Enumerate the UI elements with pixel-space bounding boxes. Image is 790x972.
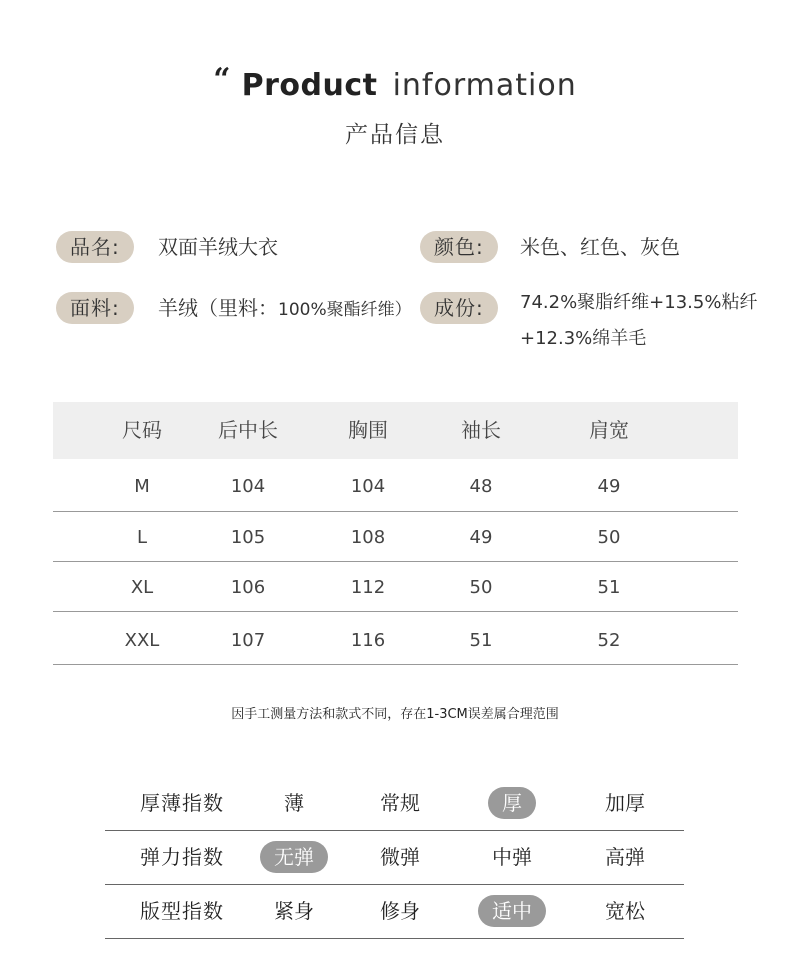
elasticity-index-row <box>105 831 684 885</box>
index-option: 宽松 <box>605 899 645 923</box>
table-cell: 49 <box>597 476 621 497</box>
fit-index-row <box>105 885 684 939</box>
fabric-value-lining: 100%聚酯纤维） <box>278 300 412 320</box>
title-light-text: information <box>392 68 577 103</box>
table-row <box>53 512 738 562</box>
table-cell: 104 <box>350 476 386 497</box>
elasticity-index-label: 弹力指数 <box>140 845 224 869</box>
table-cell: 116 <box>350 630 386 651</box>
page-title <box>0 62 790 106</box>
fit-index-label: 版型指数 <box>140 899 224 923</box>
table-cell: L <box>136 527 148 548</box>
quote-mark-icon: “ <box>213 62 231 97</box>
index-option: 修身 <box>380 899 420 923</box>
table-cell: 107 <box>230 630 266 651</box>
index-option: 紧身 <box>274 899 314 923</box>
index-table <box>105 777 684 939</box>
measurement-note: 因手工测量方法和款式不同，存在1-3CM误差属合理范围 <box>231 707 559 722</box>
table-cell: 52 <box>597 630 621 651</box>
size-table-header <box>53 402 738 459</box>
table-cell: 50 <box>469 577 493 598</box>
composition-label: 成份: <box>420 292 498 324</box>
table-row <box>53 612 738 665</box>
table-cell: 51 <box>597 577 621 598</box>
index-option: 高弹 <box>605 845 645 869</box>
table-cell: 112 <box>350 577 386 598</box>
table-cell: 51 <box>469 630 493 651</box>
table-cell: 108 <box>350 527 386 548</box>
thickness-index-label: 厚薄指数 <box>140 791 224 815</box>
table-row <box>53 562 738 612</box>
index-option: 常规 <box>380 791 420 815</box>
name-value: 双面羊绒大衣 <box>158 235 278 259</box>
header-cell-back-length: 后中长 <box>218 418 278 442</box>
fabric-label: 面料: <box>56 292 134 324</box>
index-option-selected: 无弹 <box>260 841 328 873</box>
table-cell: 104 <box>230 476 266 497</box>
index-option: 薄 <box>284 791 304 815</box>
thickness-index-row <box>105 777 684 831</box>
composition-line-1: 74.2%聚脂纤维+13.5%粘纤 <box>520 292 758 313</box>
table-row <box>53 459 738 512</box>
index-option-selected: 适中 <box>478 895 546 927</box>
header-cell-size: 尺码 <box>122 418 162 442</box>
table-cell: XL <box>130 577 154 598</box>
size-table <box>53 402 738 665</box>
table-cell: 105 <box>230 527 266 548</box>
index-option: 微弹 <box>380 845 420 869</box>
title-bold-text: Product <box>241 68 378 103</box>
table-cell: 49 <box>469 527 493 548</box>
header-cell-bust: 胸围 <box>348 418 388 442</box>
index-option-selected: 厚 <box>488 787 536 819</box>
table-cell: XXL <box>124 630 160 651</box>
color-value: 米色、红色、灰色 <box>520 235 680 259</box>
index-option: 中弹 <box>492 845 532 869</box>
table-cell: M <box>134 476 150 497</box>
table-cell: 48 <box>469 476 493 497</box>
composition-line-2: +12.3%绵羊毛 <box>520 328 647 349</box>
fabric-value <box>158 292 412 326</box>
index-option: 加厚 <box>605 791 645 815</box>
header-cell-shoulder: 肩宽 <box>589 418 629 442</box>
fabric-value-main: 羊绒（里料： <box>158 296 278 320</box>
page-subtitle: 产品信息 <box>345 122 445 148</box>
name-label: 品名: <box>56 231 134 263</box>
header-cell-sleeve: 袖长 <box>461 418 501 442</box>
color-label: 颜色: <box>420 231 498 263</box>
table-cell: 50 <box>597 527 621 548</box>
table-cell: 106 <box>230 577 266 598</box>
